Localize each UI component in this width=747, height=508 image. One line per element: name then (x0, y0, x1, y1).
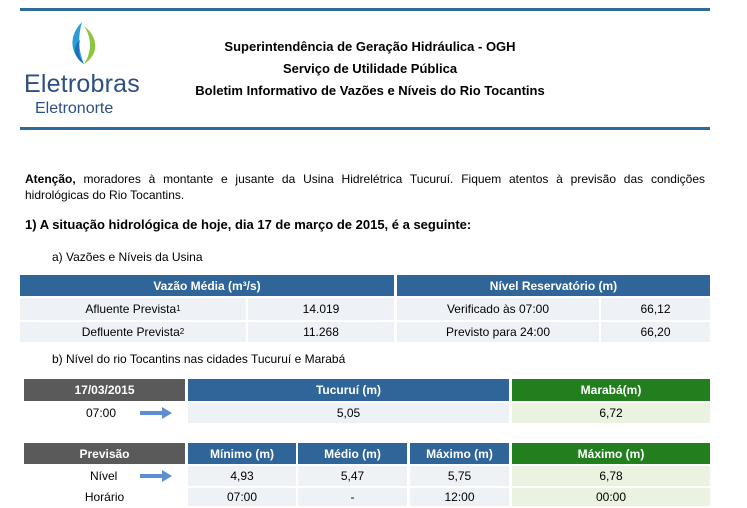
table3-header-maximo: Máximo (m) (410, 443, 509, 464)
subsection-a-title: a) Vazões e Níveis da Usina (52, 250, 203, 264)
table3-horario-min: 07:00 (188, 488, 296, 506)
notice-text: moradores à montante e jusante da Usina Hidrelétrica Tucuruí. Fiquem atentos à previsão das condições hidrológicas do Rio Tocantins. (25, 172, 705, 202)
table3-nivel-med: 5,47 (298, 466, 407, 486)
table1-header-vazao: Vazão Média (m³/s) (20, 275, 394, 296)
right-arrow-icon (140, 470, 172, 482)
logo-wordmark: Eletrobras (24, 70, 140, 98)
table3-nivel-max: 5,75 (410, 466, 509, 486)
table2-tucurui-value: 5,05 (188, 403, 509, 423)
table1-afluente-label: Afluente Prevista 1 (20, 298, 246, 320)
notice-paragraph (25, 171, 705, 203)
table2-header-maraba: Marabá(m) (512, 379, 710, 401)
table3-horario-med: - (298, 488, 407, 506)
header-top-rule (20, 8, 710, 11)
table3-horario-maraba: 00:00 (512, 488, 710, 506)
notice-bold: Atenção, (25, 172, 76, 186)
section-1-title: 1) A situação hidrológica de hoje, dia 17 de março de 2015, é a seguinte: (25, 217, 472, 232)
table1-defluente-label: Defluente Prevista 2 (20, 322, 246, 342)
table3-header-medio: Médio (m) (298, 443, 407, 464)
header-line-3: Boletim Informativo de Vazões e Níveis do Rio Tocantins (195, 83, 545, 98)
eletrobras-leaf-icon (58, 20, 108, 66)
table2-time: 07:00 (86, 406, 117, 420)
table3-nivel-min: 4,93 (188, 466, 296, 486)
table1-defluente-value: 11.268 (248, 322, 394, 342)
subsection-b-title: b) Nível do rio Tocantins nas cidades Tucuruí e Marabá (52, 352, 346, 366)
table1-header-nivel: Nível Reservatório (m) (397, 275, 710, 296)
table2-maraba-value: 6,72 (512, 403, 710, 423)
table3-horario-label: Horário (24, 488, 185, 506)
table1-verificado-label: Verificado às 07:00 (397, 298, 599, 320)
table1-previsto-value: 66,20 (601, 322, 710, 342)
right-arrow-icon (140, 407, 172, 419)
table3-horario-max: 12:00 (410, 488, 509, 506)
table3-nivel-label: Nível (90, 469, 118, 483)
table3-header-minimo: Mínimo (m) (188, 443, 296, 464)
header-line-2: Serviço de Utilidade Pública (282, 61, 458, 76)
table1-afluente-value: 14.019 (248, 298, 394, 320)
table3-header-maximo-maraba: Máximo (m) (512, 443, 710, 464)
header-bottom-rule (20, 127, 710, 130)
logo-subtitle: Eletronorte (35, 100, 114, 117)
table1-verificado-value: 66,12 (601, 298, 710, 320)
table3-nivel-maraba: 6,78 (512, 466, 710, 486)
table2-header-date: 17/03/2015 (24, 379, 185, 401)
table3-header-previsao: Previsão (24, 443, 185, 464)
table2-header-tucurui: Tucuruí (m) (188, 379, 509, 401)
table1-previsto-label: Previsto para 24:00 (397, 322, 599, 342)
header-line-1: Superintendência de Geração Hidráulica - OGH (224, 39, 516, 54)
